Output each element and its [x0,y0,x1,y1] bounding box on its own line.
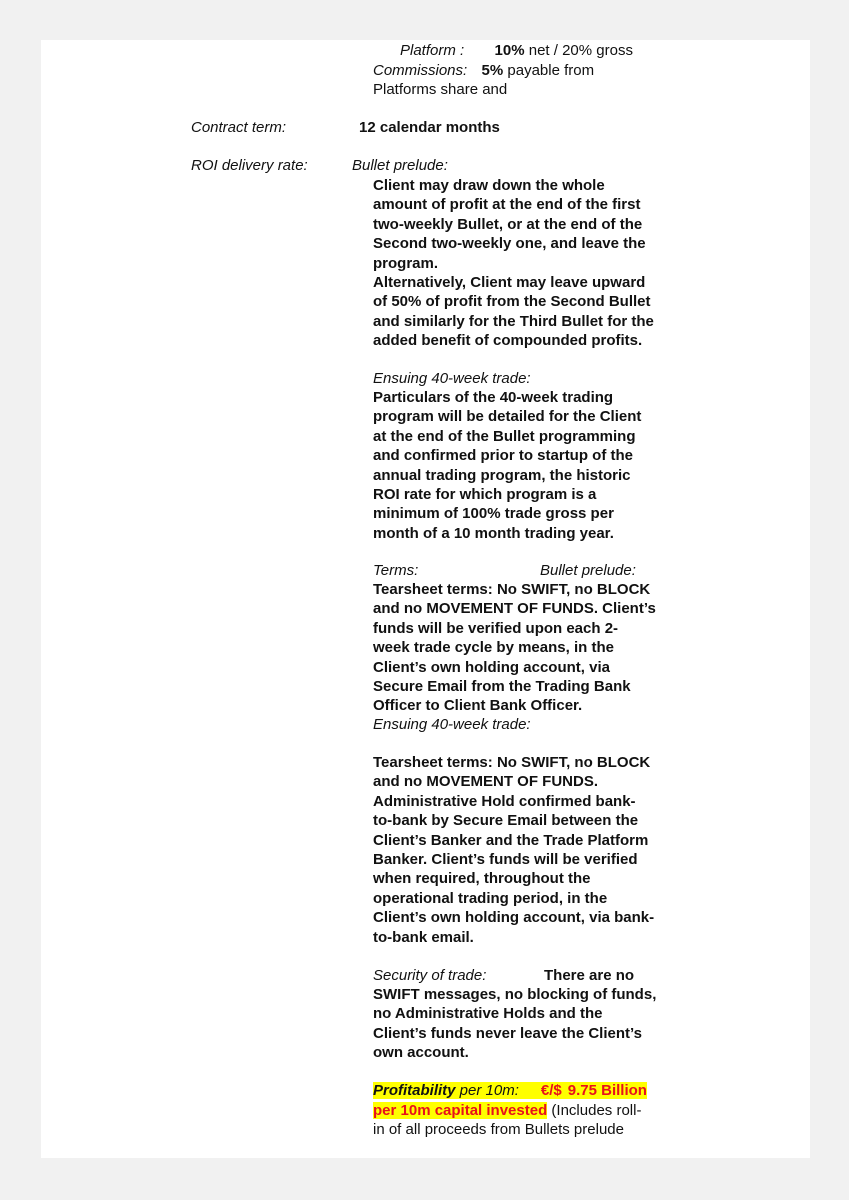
profitability-line3: in of all proceeds from Bullets prelude [373,1121,624,1138]
terms-bullet-line: Tearsheet terms: No SWIFT, no BLOCK [373,581,651,598]
profitability-label-bold: Profitability [373,1082,456,1099]
roi-ensuing-line: minimum of 100% trade gross per [373,505,614,523]
terms-bullet-line: and no MOVEMENT OF FUNDS. Client’s [373,600,656,618]
terms-bullet-paragraph [373,580,656,716]
security-line: SWIFT messages, no blocking of funds, [373,986,657,1003]
terms-bullet-line: week trade cycle by means, in the [373,639,614,657]
profitability-line2 [373,1101,641,1120]
roi-ensuing-line: at the end of the Bullet programming [373,427,636,445]
commissions-row [373,61,594,80]
platform-row [400,41,633,60]
profitability-row [373,1081,647,1100]
profitability-label-highlight [373,1082,647,1099]
roi-bullet-line: two-weekly Bullet, or at the end of the [373,215,643,233]
terms-ensuing-line: when required, throughout the [373,870,591,888]
roi-ensuing-line: Particulars of the 40-week trading [373,389,614,406]
roi-label: ROI delivery rate: [191,157,308,174]
roi-bullet-heading: Bullet prelude: [352,157,448,174]
roi-bullet-paragraph [373,176,654,351]
contract-term-label: Contract term: [191,119,287,136]
terms-bullet-heading: Bullet prelude: [540,562,636,579]
commissions-value-rest: payable from [503,62,595,79]
profitability-label-rest: per 10m: [455,1082,519,1099]
roi-bullet-line: Alternatively, Client may leave upward [373,274,646,292]
terms-bullet-line: Officer to Client Bank Officer. [373,697,583,715]
terms-bullet-line: Client’s own holding account, via [373,658,610,676]
platform-label: Platform : [400,42,465,59]
terms-ensuing-line: Administrative Hold confirmed bank- [373,792,636,810]
roi-bullet-line: Client may draw down the whole [373,177,605,194]
roi-ensuing-line: and confirmed prior to startup of the [373,447,634,465]
platform-value-rest: net / 20% gross [524,42,633,59]
terms-ensuing-line: and no MOVEMENT OF FUNDS. [373,773,598,791]
roi-ensuing-line: ROI rate for which program is a [373,486,597,504]
commissions-line2: Platforms share and [373,81,508,98]
terms-ensuing-line: Tearsheet terms: No SWIFT, no BLOCK [373,754,651,771]
roi-bullet-line: of 50% of profit from the Second Bullet [373,293,651,311]
roi-ensuing-line: month of a 10 month trading year. [373,524,614,542]
security-first-line: There are no [544,967,635,984]
terms-ensuing-heading: Ensuing 40-week trade: [373,716,531,733]
roi-ensuing-line: program will be detailed for the Client [373,408,642,426]
profitability-line2-red: per 10m capital invested [373,1102,548,1119]
security-line: Client’s funds never leave the Client’s [373,1024,642,1042]
security-paragraph [373,985,656,1063]
security-line: no Administrative Holds and the [373,1005,603,1023]
terms-bullet-line: funds will be verified upon each 2- [373,619,619,637]
profitability-currency: €/$ [540,1082,562,1099]
roi-bullet-line: program. [373,254,439,272]
terms-ensuing-line: Client’s own holding account, via bank- [373,909,655,927]
security-label: Security of trade: [373,967,487,984]
terms-label: Terms: [373,562,419,579]
roi-ensuing-line: annual trading program, the historic [373,466,631,484]
roi-bullet-line: and similarly for the Third Bullet for the [373,312,654,330]
terms-ensuing-line: operational trading period, in the [373,889,608,907]
commissions-label: Commissions: [373,62,468,79]
terms-ensuing-paragraph [373,753,654,947]
roi-ensuing-paragraph [373,388,641,543]
roi-bullet-line: amount of profit at the end of the first [373,196,641,214]
terms-ensuing-line: to-bank by Secure Email between the [373,812,639,830]
terms-ensuing-line: Banker. Client’s funds will be verified [373,851,638,869]
terms-ensuing-line: to-bank email. [373,928,474,946]
profitability-amount: 9.75 Billion [567,1082,647,1099]
commissions-value-bold: 5% [481,62,504,79]
terms-ensuing-line: Client’s Banker and the Trade Platform [373,831,649,849]
profitability-line2-rest: (Includes roll- [547,1102,642,1119]
roi-bullet-line: added benefit of compounded profits. [373,332,643,350]
platform-value-bold: 10% [494,42,525,59]
roi-bullet-line: Second two-weekly one, and leave the [373,235,646,253]
document-page [41,40,810,1158]
contract-term-value: 12 calendar months [359,119,500,136]
security-line: own account. [373,1044,469,1062]
terms-bullet-line: Secure Email from the Trading Bank [373,678,631,696]
roi-ensuing-heading: Ensuing 40-week trade: [373,370,531,387]
